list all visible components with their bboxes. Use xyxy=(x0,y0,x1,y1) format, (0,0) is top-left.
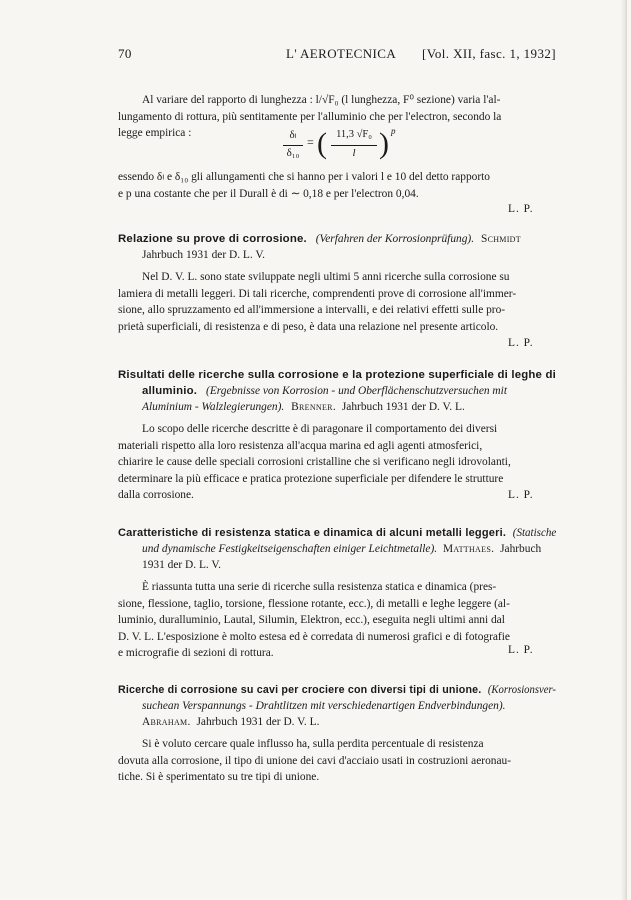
text-line: determinare la più efficace e pratica protezione superficiale per difendere le strutture xyxy=(118,472,504,485)
right-paren: ) xyxy=(379,127,389,160)
article-heading-line2 xyxy=(142,383,507,400)
signature: L. P. xyxy=(508,644,534,656)
text-line: chiarire le cause delle speciali corrosioni cristalline che si verificano negli idrovolanti, xyxy=(118,456,511,468)
source: Jahrbuch xyxy=(500,543,542,555)
text-line: legge empirica : xyxy=(118,127,192,139)
formula-exponent: p xyxy=(391,126,396,136)
text-line: Al variare del rapporto di lunghezza : l/√F₀ (l lunghezza, F⁰ sezione) varia l'al- xyxy=(142,94,501,106)
text-line: sione, allo spruzzamento ed all'immersione a intervalli, e dei relativi effetti sulle pro- xyxy=(118,304,506,316)
article-heading-line2 xyxy=(142,541,541,558)
article-title-cont: alluminio. xyxy=(142,385,198,397)
author: Matthaes. xyxy=(442,543,495,555)
article-title: Caratteristiche di resistenza statica e dinamica di alcuni metalli leggeri. xyxy=(118,527,507,539)
author: Brenner. xyxy=(291,401,336,413)
text-line: lungamento di rottura, più sentitamente per l'alluminio che per l'electron, secondo la xyxy=(118,110,502,123)
formula-rhs-denominator: l xyxy=(352,147,356,159)
text-line: e micrografie di sezioni di rottura. xyxy=(118,647,274,659)
left-paren: ( xyxy=(317,127,327,160)
german-title: (Korrosionsver- xyxy=(487,684,556,696)
text-line: Lo scopo delle ricerche descritte è di paragonare il comportamento dei diversi xyxy=(142,423,498,435)
text-line: e p una costante che per il Durall è di ∼ 0,18 e per l'electron 0,04. xyxy=(118,187,419,200)
article-heading xyxy=(118,682,556,699)
formula-rhs-numerator: 11,3 √F₀ xyxy=(336,129,372,140)
text-line: dalla corrosione. xyxy=(118,489,194,501)
page-edge-shadow xyxy=(621,0,627,900)
source-line: Jahrbuch 1931 der D. L. V. xyxy=(142,249,265,261)
signature: L. P. xyxy=(508,489,534,501)
german-title: (Statische xyxy=(512,527,557,539)
german-title-cont: Aluminium - Walzlegierungen). xyxy=(142,401,285,413)
fraction-bar xyxy=(331,145,377,146)
empirical-formula xyxy=(283,128,403,168)
text-line: lamiera di metalli leggeri. Di tali ricerche, comprendenti prove di corrosione all'immer- xyxy=(118,287,517,300)
author: Abraham. xyxy=(142,716,191,728)
text-line: essendo δₗ e δ₁₀ gli allungamenti che si hanno per i valori l e 10 del detto rapporto xyxy=(118,171,490,183)
author: Schmidt xyxy=(480,233,521,245)
signature: L. P. xyxy=(508,337,534,349)
volume-info: [Vol. XII, fasc. 1, 1932] xyxy=(422,46,556,61)
article-heading xyxy=(118,525,556,542)
page-number: 70 xyxy=(118,46,132,61)
source-line: 1931 der D. L. V. xyxy=(142,559,221,571)
source: Jahrbuch 1931 der D. V. L. xyxy=(196,716,320,728)
article-heading-line3 xyxy=(142,714,319,731)
article-heading-line3 xyxy=(142,399,465,416)
text-line: prietà superficiali, di resistenza e di peso, è data una relazione nel presente articolo. xyxy=(118,320,499,333)
text-line: D. V. L. L'esposizione è molto estesa ed è corredata di numerosi grafici e di fotografie xyxy=(118,630,510,643)
text-line: dovuta alla corrosione, il tipo di unione dei cavi d'acciaio usati in costruzioni aeronau- xyxy=(118,754,512,767)
fraction-bar xyxy=(283,145,303,146)
article-title: Ricerche di corrosione su cavi per crociere con diversi tipi di unione. xyxy=(118,684,482,696)
formula-lhs-denominator: δ₁₀ xyxy=(286,147,300,159)
text-line: tiche. Si è sperimentato su tre tipi di unione. xyxy=(118,771,320,783)
text-line: È riassunta tutta una serie di ricerche sulla resistenza statica e dinamica (pres- xyxy=(142,581,497,593)
german-title: (Verfahren der Korrosionprüfung). xyxy=(315,233,475,245)
german-title: (Ergebnisse von Korrosion - und Oberflächenschutzversuchen mit xyxy=(206,385,507,397)
article-heading xyxy=(118,231,521,248)
german-title-cont: suchean Verspannungs - Drahtlitzen mit verschiedenartigen Endverbindungen). xyxy=(142,700,506,712)
text-line: Nel D. V. L. sono state sviluppate negli ultimi 5 anni ricerche sulla corrosione su xyxy=(142,271,510,283)
text-line: luminio, duralluminio, Lautal, Silumin, Elektron, ecc.), eseguita negli ultimi anni dal xyxy=(118,614,505,626)
signature: L. P. xyxy=(508,203,534,215)
text-line: materiali rispetto alla loro resistenza all'acqua marina ed agli agenti atmosferici, xyxy=(118,439,483,452)
article-title: Risultati delle ricerche sulla corrosione e la protezione superficiale di leghe di xyxy=(118,369,556,381)
formula-equals: = xyxy=(307,135,314,149)
source: Jahrbuch 1931 der D. V. L. xyxy=(341,401,465,413)
formula-lhs-numerator: δₗ xyxy=(289,129,297,141)
article-title: Relazione su prove di corrosione. xyxy=(118,233,307,245)
journal-title: L' AEROTECNICA xyxy=(286,46,397,61)
text-line: Si è voluto cercare quale influsso ha, sulla perdita percentuale di resistenza xyxy=(142,738,484,750)
german-title-cont: und dynamische Festigkeitseigenschaften einiger Leichtmetalle). xyxy=(142,543,438,555)
text-line: sione, flessione, taglio, torsione, flessione rotante, ecc.), di metalli e leghe leggere (al- xyxy=(118,597,510,610)
